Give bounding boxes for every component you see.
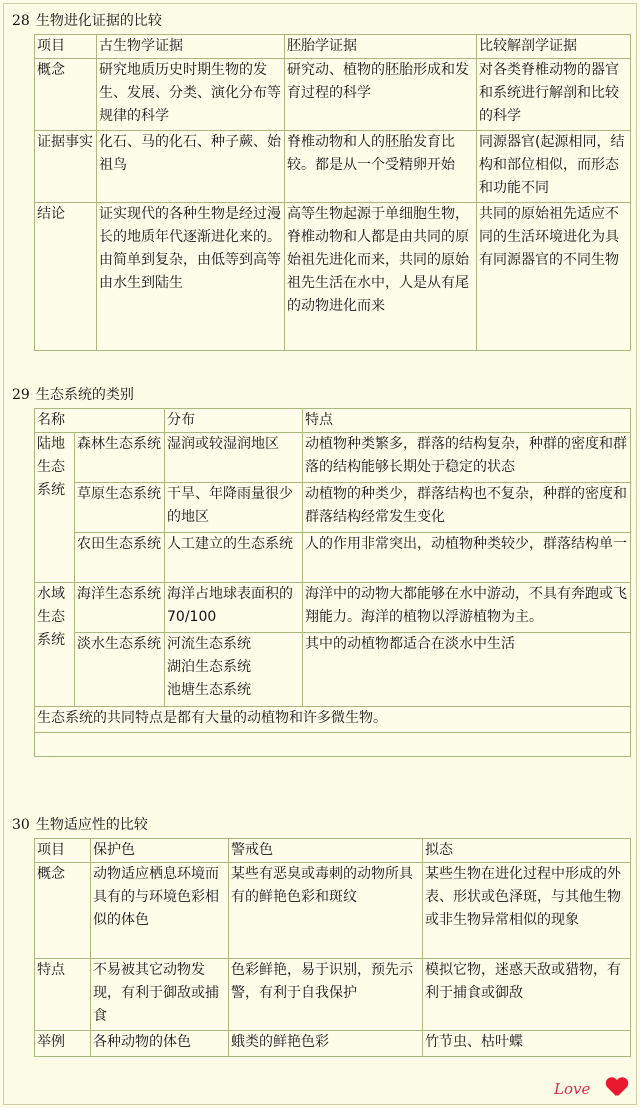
table-cell: 各种动物的体色 — [91, 1031, 229, 1057]
table-row — [35, 863, 631, 959]
table-row — [35, 483, 631, 533]
header-cell: 保护色 — [91, 839, 229, 863]
header-cell: 特点 — [303, 409, 631, 433]
header-cell: 比较解剖学证据 — [477, 35, 631, 59]
table-cell: 湿润或较湿润地区 — [165, 433, 303, 483]
table-row — [35, 959, 631, 1031]
table-row — [35, 583, 631, 633]
section-title-text: 生物适应性的比较 — [35, 817, 148, 833]
table-cell: 共同的原始祖先适应不同的生活环境进化为具有同源器官的不同生物 — [477, 203, 631, 351]
header-cell: 分布 — [165, 409, 303, 433]
love-watermark — [554, 1076, 634, 1104]
table-cell: 其中的动植物都适合在淡水中生活 — [303, 633, 631, 707]
group-label-water: 水域生态系统 — [35, 583, 75, 707]
table-cell: 对各类脊椎动物的器官和系统进行解剖和比较的科学 — [477, 59, 631, 131]
table-cell: 不易被其它动物发现，有利于御敌或捕食 — [91, 959, 229, 1031]
table-cell: 蛾类的鲜艳色彩 — [229, 1031, 423, 1057]
table-row — [35, 533, 631, 583]
evolution-evidence-table — [34, 34, 631, 351]
section-number: 28 — [12, 13, 30, 29]
header-cell: 胚胎学证据 — [285, 35, 477, 59]
header-cell: 项目 — [35, 839, 91, 863]
table-row — [35, 633, 631, 707]
table-cell: 色彩鲜艳，易于识别，预先示警，有利于自我保护 — [229, 959, 423, 1031]
row-label: 概念 — [35, 59, 97, 131]
table-row — [35, 433, 631, 483]
header-cell: 名称 — [35, 409, 165, 433]
table-cell: 海洋占地球表面积的70/100 — [165, 583, 303, 633]
header-cell: 古生物学证据 — [97, 35, 285, 59]
ecosystem-name: 农田生态系统 — [75, 533, 165, 583]
table-header-row — [35, 35, 631, 59]
table-cell: 动物适应栖息环境而具有的与环境色彩相似的体色 — [91, 863, 229, 959]
table-cell: 某些生物在进化过程中形成的外表、形状或色泽斑，与其他生物或非生物异常相似的现象 — [423, 863, 631, 959]
table-header-row — [35, 409, 631, 433]
footer-cell: 生态系统的共同特点是都有大量的动植物和许多微生物。 — [35, 707, 631, 733]
section-30-title — [12, 816, 148, 834]
header-cell: 拟态 — [423, 839, 631, 863]
row-label: 概念 — [35, 863, 91, 959]
table-cell: 模拟它物，迷惑天敌或猎物，有利于捕食或御敌 — [423, 959, 631, 1031]
table-cell: 研究动、植物的胚胎形成和发育过程的科学 — [285, 59, 477, 131]
row-label: 举例 — [35, 1031, 91, 1057]
row-label: 特点 — [35, 959, 91, 1031]
header-cell: 项目 — [35, 35, 97, 59]
table-cell: 某些有恶臭或毒刺的动物所具有的鲜艳色彩和斑纹 — [229, 863, 423, 959]
ecosystem-name: 淡水生态系统 — [75, 633, 165, 707]
table-cell: 人工建立的生态系统 — [165, 533, 303, 583]
table-cell: 竹节虫、枯叶蝶 — [423, 1031, 631, 1057]
table-cell: 同源器官(起源相同，结构和部位相似，而形态和功能不同 — [477, 131, 631, 203]
table-cell: 河流生态系统 湖泊生态系统 池塘生态系统 — [165, 633, 303, 707]
table-cell: 动植物的种类少，群落结构也不复杂，种群的密度和群落结构经常发生变化 — [303, 483, 631, 533]
row-label: 结论 — [35, 203, 97, 351]
table-cell: 证实现代的各种生物是经过漫长的地质年代逐渐进化来的。由简单到复杂，由低等到高等由水生到陆生 — [97, 203, 285, 351]
section-29-title — [12, 386, 134, 404]
heart-icon — [606, 1078, 628, 1100]
section-title-text: 生态系统的类别 — [35, 387, 134, 403]
table-cell: 动植物种类繁多，群落的结构复杂，种群的密度和群落的结构能够长期处于稳定的状态 — [303, 433, 631, 483]
table-row — [35, 131, 631, 203]
section-28-title — [12, 12, 162, 30]
adaptation-table — [34, 838, 631, 1057]
table-cell: 研究地质历史时期生物的发生、发展、分类、演化分布等规律的科学 — [97, 59, 285, 131]
header-cell: 警戒色 — [229, 839, 423, 863]
table-empty-row — [35, 733, 631, 757]
group-label-land: 陆地生态系统 — [35, 433, 75, 583]
section-title-text: 生物进化证据的比较 — [35, 13, 162, 29]
ecosystem-name: 森林生态系统 — [75, 433, 165, 483]
table-row — [35, 1031, 631, 1057]
table-cell: 干旱、年降雨量很少的地区 — [165, 483, 303, 533]
section-number: 29 — [12, 387, 30, 403]
table-footer-row — [35, 707, 631, 733]
section-number: 30 — [12, 817, 30, 833]
ecosystem-name: 草原生态系统 — [75, 483, 165, 533]
empty-cell — [35, 733, 631, 757]
table-header-row — [35, 839, 631, 863]
table-cell: 海洋中的动物大都能够在水中游动，不具有奔跑或飞翔能力。海洋的植物以浮游植物为主。 — [303, 583, 631, 633]
table-cell: 化石、马的化石、种子蕨、始祖鸟 — [97, 131, 285, 203]
table-cell: 人的作用非常突出，动植物种类较少，群落结构单一 — [303, 533, 631, 583]
watermark-text: Love — [554, 1080, 591, 1098]
table-row — [35, 59, 631, 131]
table-row — [35, 203, 631, 351]
row-label: 证据事实 — [35, 131, 97, 203]
ecosystem-name: 海洋生态系统 — [75, 583, 165, 633]
ecosystem-types-table — [34, 408, 631, 757]
table-cell: 高等生物起源于单细胞生物，脊椎动物和人都是由共同的原始祖先进化而来，共同的原始祖先生活在水中，人是从有尾的动物进化而来 — [285, 203, 477, 351]
table-cell: 脊椎动物和人的胚胎发育比较。都是从一个受精卵开始 — [285, 131, 477, 203]
